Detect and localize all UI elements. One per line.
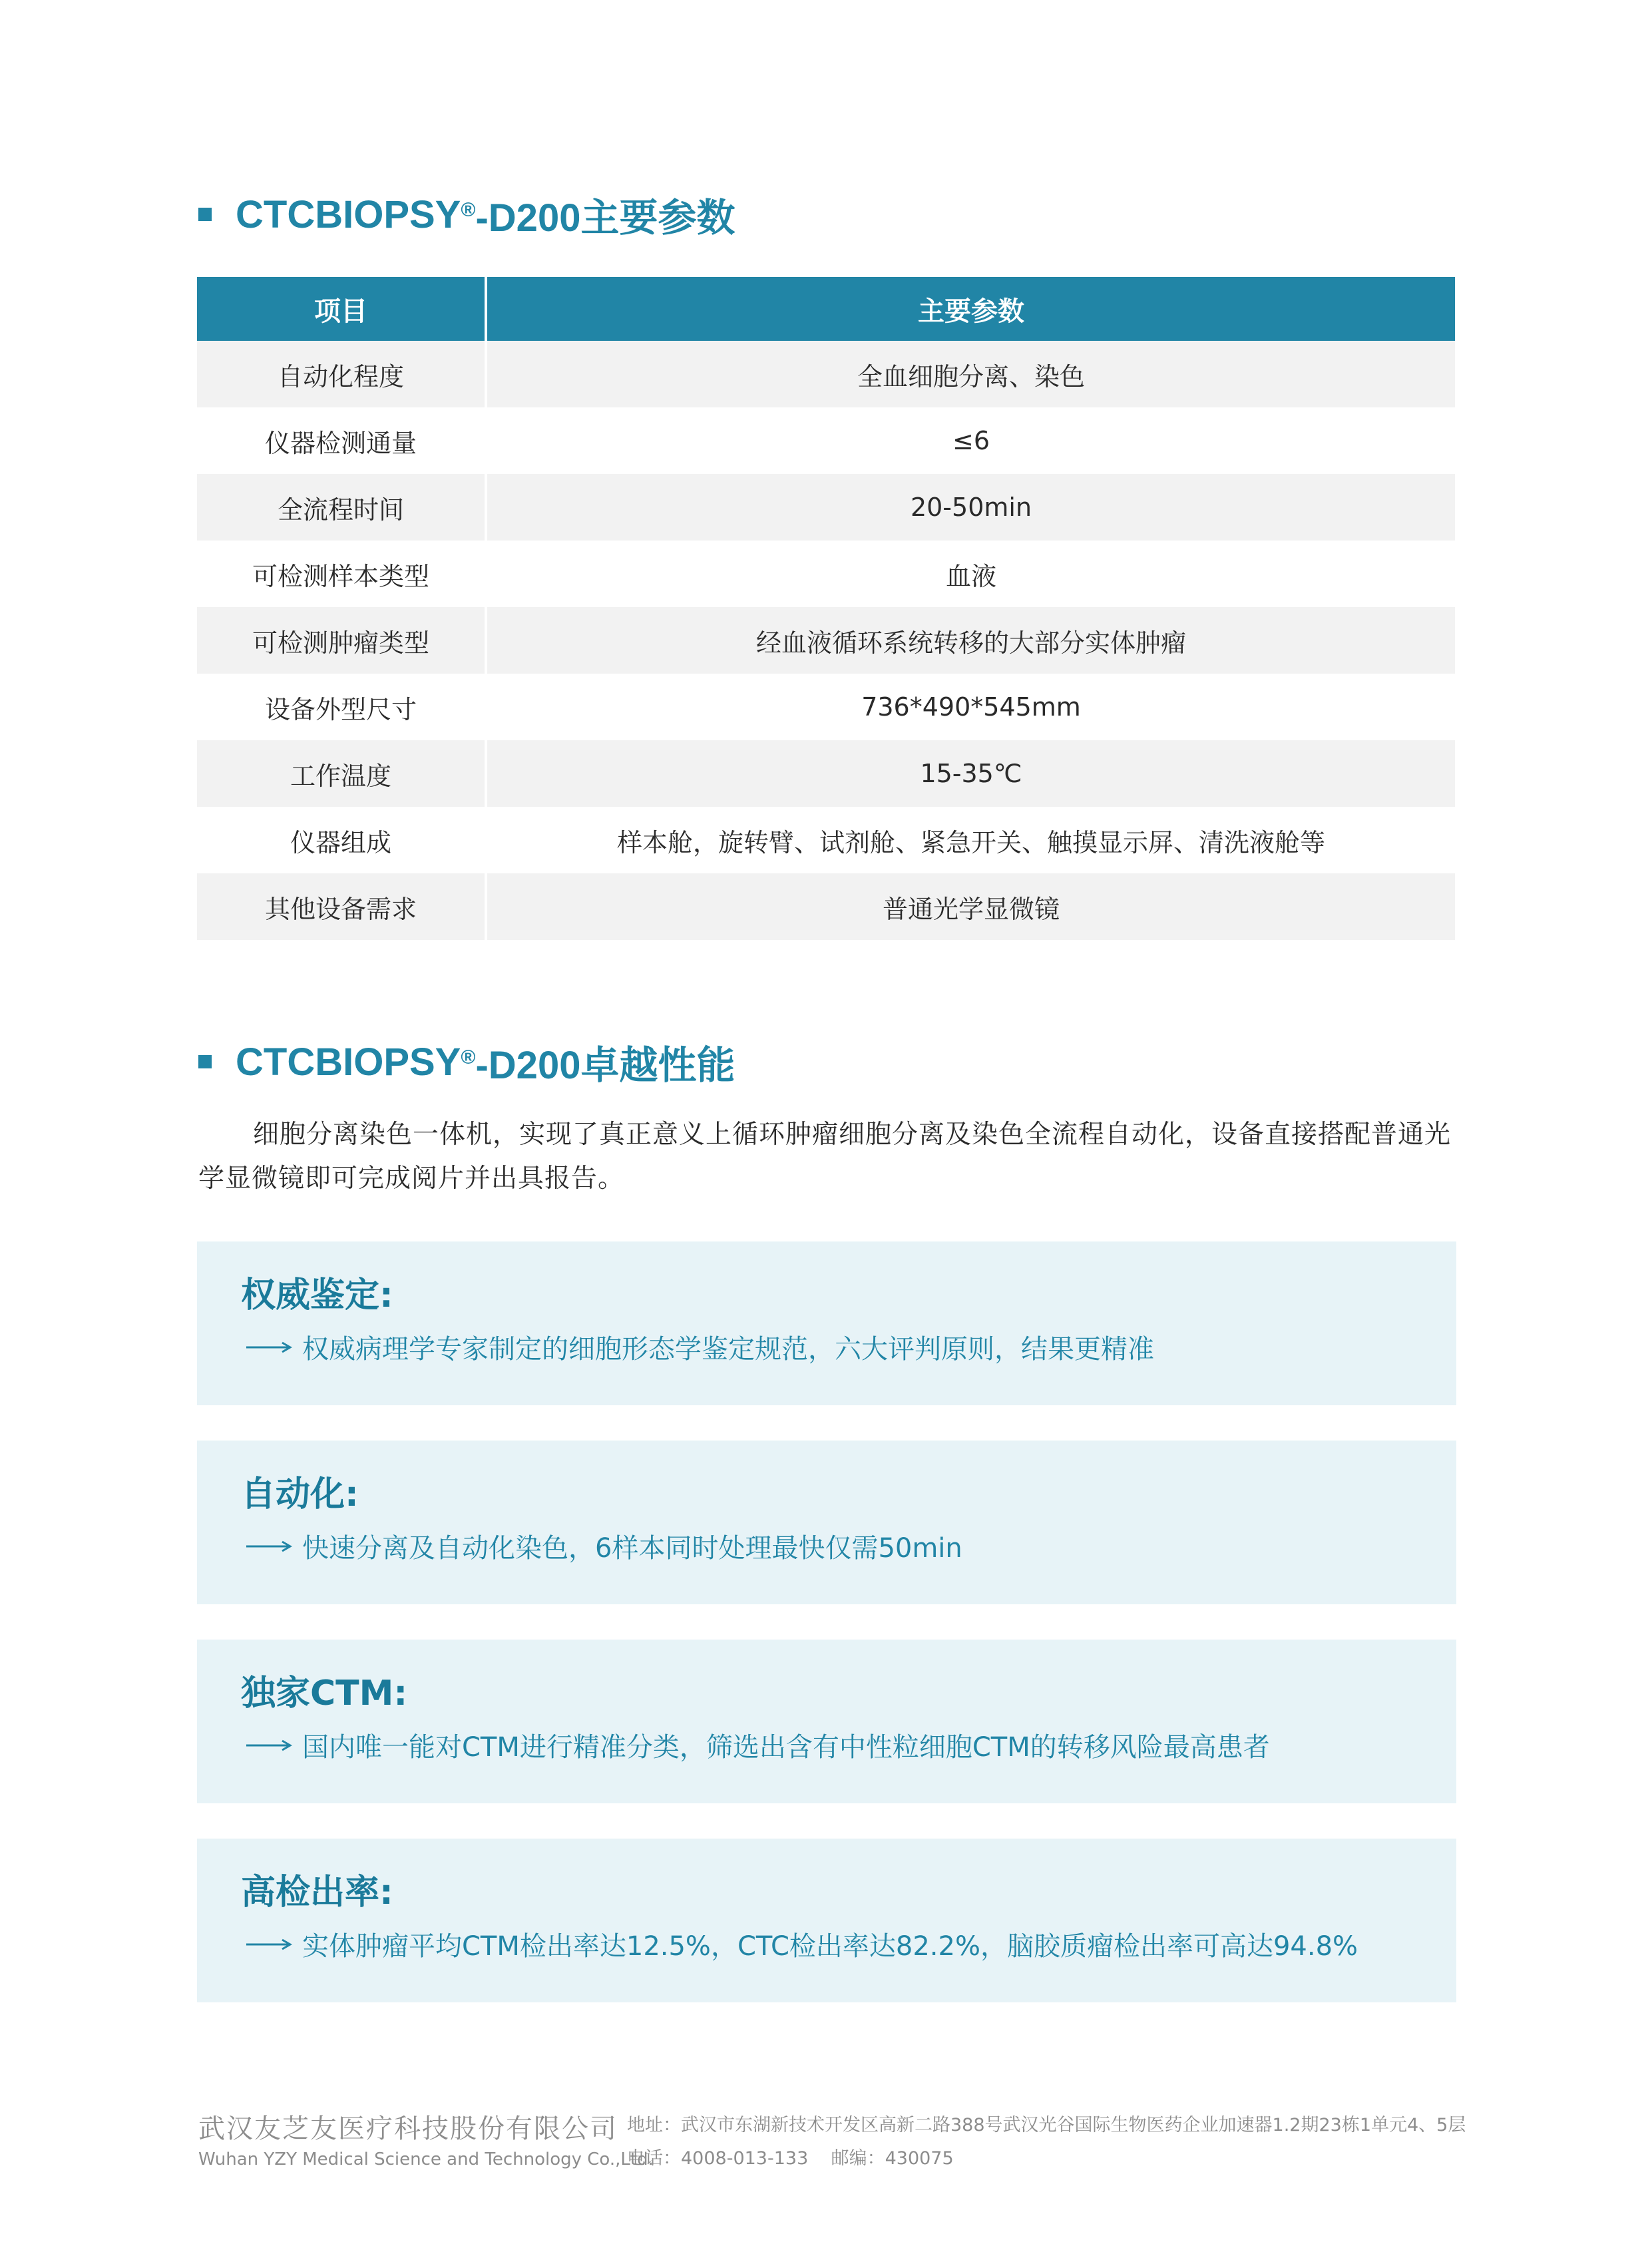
row-value: 普通光学显微镜 <box>486 873 1455 940</box>
intro-paragraph: 细胞分离染色一体机，实现了真正意义上循环肿瘤细胞分离及染色全流程自动化，设备直接搭配普通光学显微镜即可完成阅片并出具报告。 <box>198 1120 1452 1194</box>
feature-title: 自动化: <box>241 1474 359 1514</box>
feature-card-ctm <box>197 1640 1456 1803</box>
row-label: 自动化程度 <box>197 341 486 407</box>
row-label: 可检测肿瘤类型 <box>197 607 486 674</box>
feature-text: 国内唯一能对CTM进行精准分类，筛选出含有中性粒细胞CTM的转移风险最高患者 <box>302 1732 1270 1763</box>
footer-company <box>198 2108 654 2169</box>
feature-text: 权威病理学专家制定的细胞形态学鉴定规范，六大评判原则，结果更精准 <box>302 1334 1154 1365</box>
feature-line <box>245 1925 1358 1963</box>
feature-title: 独家CTM: <box>241 1674 408 1713</box>
company-name-en: Wuhan YZY Medical Science and Technology Co.,Ltd. <box>198 2149 654 2169</box>
feature-title: 权威鉴定: <box>241 1275 393 1315</box>
row-value: 15-35℃ <box>486 740 1455 807</box>
title-bullet-icon <box>198 1055 212 1068</box>
feature-card-automation <box>197 1441 1456 1604</box>
performance-section-title <box>198 1034 735 1090</box>
title-prefix: CTCBIOPSY <box>236 192 461 236</box>
row-value: ≤6 <box>486 407 1455 474</box>
feature-line <box>245 1527 962 1565</box>
table-row <box>197 740 1455 807</box>
feature-card-detection-rate <box>197 1839 1456 2002</box>
table-header-row <box>197 277 1455 341</box>
feature-text: 快速分离及自动化染色，6样本同时处理最快仅需50min <box>302 1533 962 1564</box>
footer-contact <box>627 2109 1466 2175</box>
title-prefix: CTCBIOPSY <box>236 1040 461 1084</box>
table-row <box>197 674 1455 740</box>
table-row <box>197 474 1455 541</box>
title-suffix: -D200卓越性能 <box>475 1044 735 1087</box>
header-param: 主要参数 <box>486 277 1455 341</box>
table-row <box>197 407 1455 474</box>
arrow-right-icon <box>245 1739 293 1752</box>
title-suffix: -D200主要参数 <box>475 196 735 240</box>
header-item: 项目 <box>197 277 486 341</box>
row-label: 其他设备需求 <box>197 873 486 940</box>
feature-card-authority <box>197 1241 1456 1405</box>
row-label: 设备外型尺寸 <box>197 674 486 740</box>
row-value: 全血细胞分离、染色 <box>486 341 1455 407</box>
feature-text: 实体肿瘤平均CTM检出率达12.5%，CTC检出率达82.2%，脑胶质瘤检出率可高达94.8% <box>302 1931 1358 1962</box>
feature-line <box>245 1328 1154 1366</box>
row-value: 血液 <box>486 541 1455 607</box>
row-value: 经血液循环系统转移的大部分实体肿瘤 <box>486 607 1455 674</box>
footer-address: 地址：武汉市东湖新技术开发区高新二路388号武汉光谷国际生物医药企业加速器1.2期23栋1单元4、5层 <box>627 2115 1466 2135</box>
table-row <box>197 807 1455 873</box>
company-name-cn: 武汉友芝友医疗科技股份有限公司 <box>198 2114 618 2144</box>
footer-phone-postcode: 电话：4008-013-133 邮编：430075 <box>627 2148 954 2169</box>
registered-mark: ® <box>461 1046 476 1068</box>
row-label: 可检测样本类型 <box>197 541 486 607</box>
table-row <box>197 607 1455 674</box>
arrow-right-icon <box>245 1938 293 1951</box>
row-label: 工作温度 <box>197 740 486 807</box>
row-label: 仪器检测通量 <box>197 407 486 474</box>
arrow-right-icon <box>245 1341 293 1354</box>
table-row <box>197 541 1455 607</box>
feature-title: 高检出率: <box>241 1873 393 1912</box>
table-row <box>197 873 1455 940</box>
params-table <box>197 277 1455 940</box>
arrow-right-icon <box>245 1540 293 1553</box>
table-row <box>197 341 1455 407</box>
registered-mark: ® <box>461 199 476 221</box>
row-value: 736*490*545mm <box>486 674 1455 740</box>
feature-line <box>245 1726 1270 1764</box>
row-label: 仪器组成 <box>197 807 486 873</box>
title-bullet-icon <box>198 208 212 221</box>
row-value: 样本舱，旋转臂、试剂舱、紧急开关、触摸显示屏、清洗液舱等 <box>486 807 1455 873</box>
row-value: 20-50min <box>486 474 1455 541</box>
row-label: 全流程时间 <box>197 474 486 541</box>
params-section-title <box>198 186 735 242</box>
